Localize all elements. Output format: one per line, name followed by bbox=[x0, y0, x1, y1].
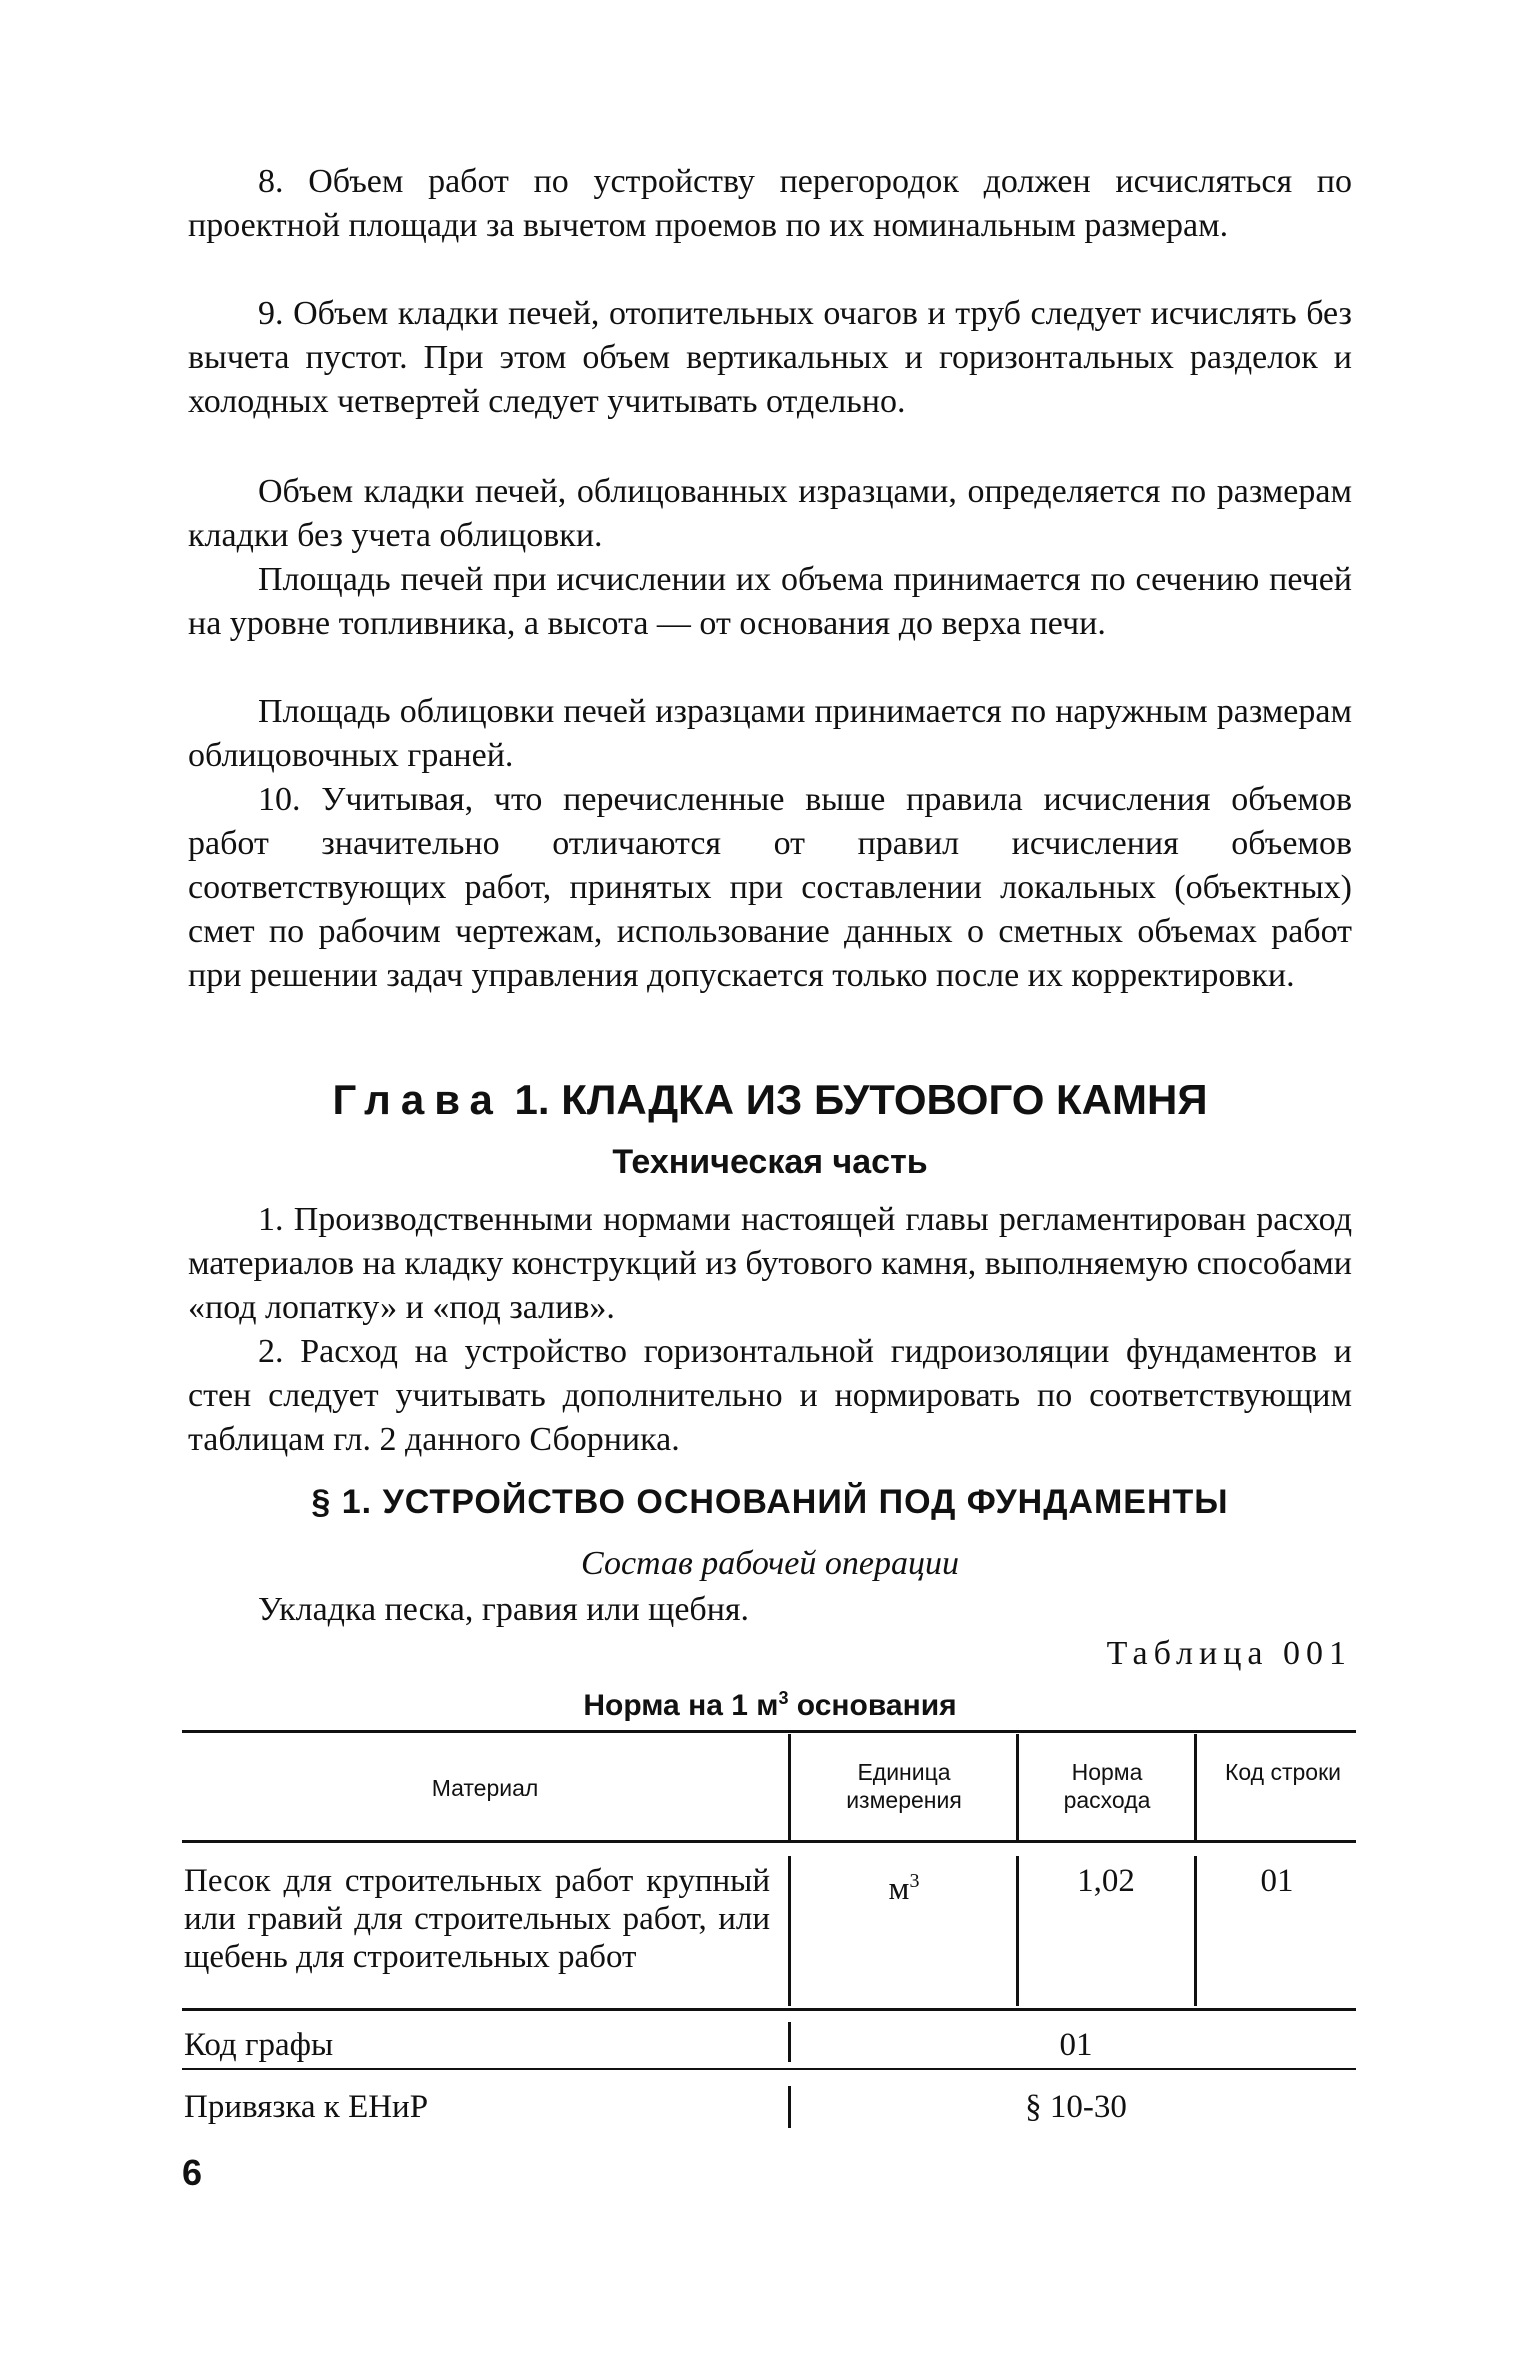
header-code: Код строки bbox=[1224, 1759, 1342, 1785]
row-unit bbox=[800, 1862, 1008, 1908]
graph-code-label: Код графы bbox=[184, 2027, 334, 2063]
operation-caption: Состав рабочей операции bbox=[581, 1545, 959, 1582]
chapter-subtitle: Техническая часть bbox=[612, 1143, 928, 1181]
enir-value: § 10-30 bbox=[1025, 2089, 1127, 2125]
chapter-title: 1. КЛАДКА ИЗ БУТОВОГО КАМНЯ bbox=[514, 1076, 1208, 1123]
table-number: Таблица 001 bbox=[1106, 1635, 1352, 1672]
paragraph-10: 10. Учитывая, что перечисленные выше правила исчисления объемов работ значительно отличаются от правил исчисления объемов соответствующих работ, принятых при составлении локальных (объектных) смет по рабочим чертежам, использование данных о сметных объемах работ при решении задач управления допускается только после их корректировки. bbox=[188, 781, 1352, 994]
paragraph-stove-facing: Объем кладки печей, облицованных изразцами, определяется по размерам кладки без учета облицовки. bbox=[188, 473, 1352, 554]
paragraph-8: 8. Объем работ по устройству перегородок должен исчисляться по проектной площади за вычетом проемов по их номинальным размерам. bbox=[188, 163, 1352, 244]
table-divider-2 bbox=[1016, 1734, 1019, 1840]
table-header-rule bbox=[182, 1840, 1356, 1843]
header-material: Материал bbox=[431, 1775, 539, 1801]
paragraph-stove-area: Площадь печей при исчислении их объема принимается по сечению печей на уровне топливника, а высота — от основания до верха печи. bbox=[188, 561, 1352, 642]
table-divider-2b bbox=[1016, 1856, 1019, 2006]
table-top-rule bbox=[182, 1730, 1356, 1733]
chapter-paragraph-1: 1. Производственными нормами настоящей главы регламентирован расход материалов на кладку конструкций из бутового камня, выполняемую способами «под лопатку» и «под залив». bbox=[188, 1201, 1352, 1326]
table-divider-enir bbox=[788, 2086, 791, 2128]
chapter-paragraph-2: 2. Расход на устройство горизонтальной гидроизоляции фундаментов и стен следует учитывать дополнительно и нормировать по соответствующим таблицам гл. 2 данного Сборника. bbox=[188, 1333, 1352, 1458]
table-body-rule bbox=[182, 2008, 1356, 2011]
section-heading: § 1. УСТРОЙСТВО ОСНОВАНИЙ ПОД ФУНДАМЕНТЫ bbox=[311, 1483, 1229, 1521]
table-divider-1 bbox=[788, 1734, 791, 1840]
row-code: 01 bbox=[1260, 1863, 1294, 1899]
table-title-prefix: Норма на 1 м bbox=[583, 1689, 779, 1722]
table-code-rule bbox=[182, 2068, 1356, 2070]
table-divider-1b bbox=[788, 1856, 791, 2006]
chapter-heading bbox=[188, 1072, 1352, 1128]
chapter-label: Глава bbox=[332, 1076, 503, 1123]
row-norm: 1,02 bbox=[1077, 1863, 1135, 1899]
operation-text: Укладка песка, гравия или щебня. bbox=[258, 1591, 750, 1628]
table-divider-3b bbox=[1194, 1856, 1197, 2006]
table-divider-3 bbox=[1194, 1734, 1197, 1840]
table-title-sup: 3 bbox=[778, 1688, 789, 1708]
paragraph-tile-area: Площадь облицовки печей изразцами принимается по наружным размерам облицовочных граней. bbox=[188, 693, 1352, 774]
row-material: Песок для строительных работ крупный или гравий для строительных работ, или щебень для строительных работ bbox=[184, 1863, 770, 1975]
table-title-suffix: основания bbox=[788, 1689, 957, 1722]
table-divider-code bbox=[788, 2022, 791, 2062]
row-unit-sup: 3 bbox=[909, 1870, 920, 1892]
header-unit: Единица измерения bbox=[846, 1759, 962, 1813]
table-title bbox=[188, 1676, 1352, 1728]
enir-label: Привязка к ЕНиР bbox=[184, 2089, 429, 2125]
header-norm: Норма расхода bbox=[1063, 1759, 1151, 1813]
paragraph-9: 9. Объем кладки печей, отопительных очагов и труб следует исчислять без вычета пустот. При этом объем вертикальных и горизонтальных разделок и холодных четвертей следует учитывать отдельно. bbox=[188, 295, 1352, 420]
graph-code-value: 01 bbox=[1059, 2027, 1093, 2063]
page-number: 6 bbox=[182, 2152, 203, 2193]
row-unit-base: м bbox=[888, 1871, 910, 1907]
